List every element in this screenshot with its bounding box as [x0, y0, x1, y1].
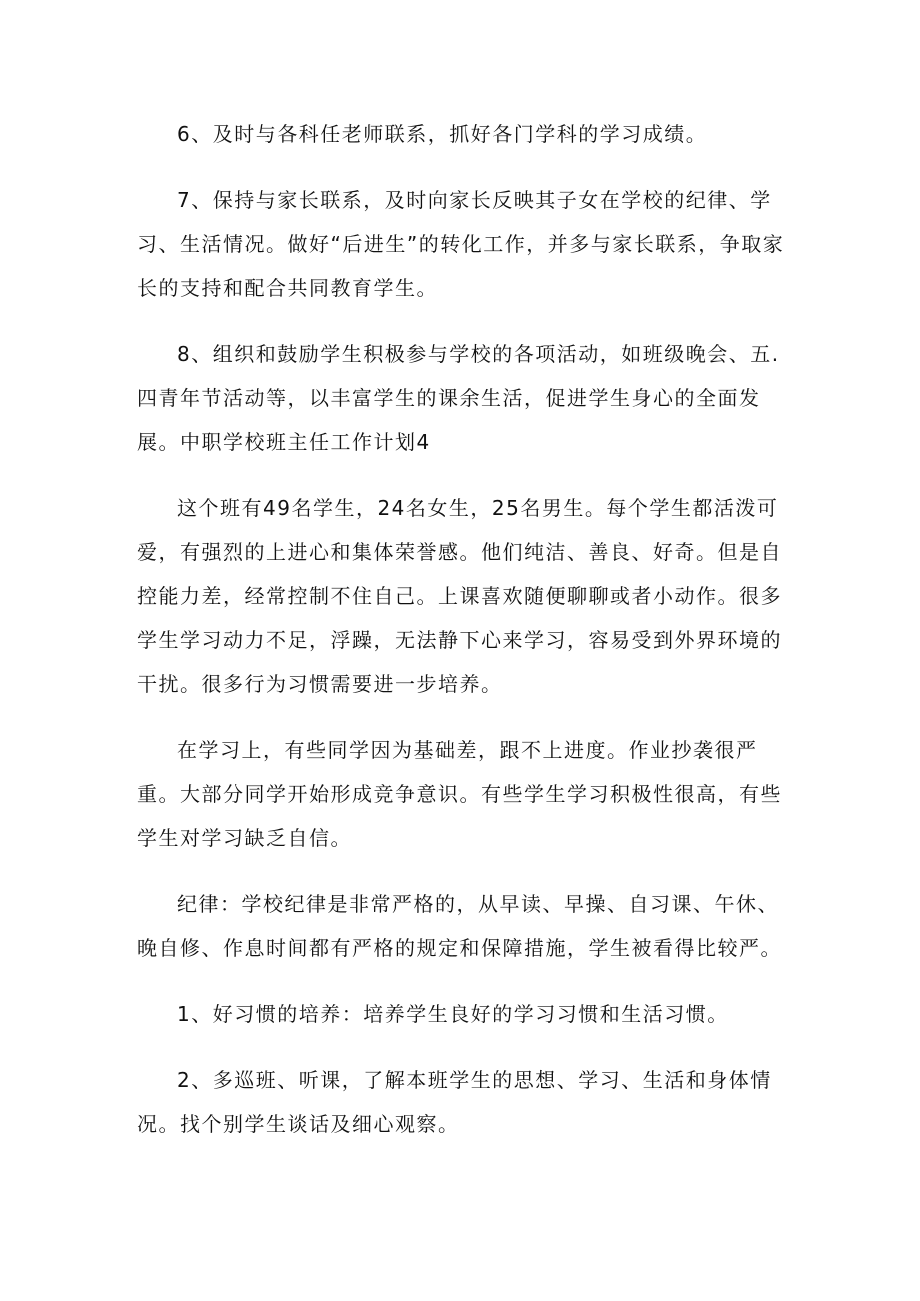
paragraph-class-overview: 这个班有49名学生，24名女生，25名男生。每个学生都活泼可爱，有强烈的上进心和集体荣誉感。他们纯洁、善良、好奇。但是自控能力差，经常控制不住自己。上课喜欢随便聊聊或者小动作。很多学生学习动力不足，浮躁，无法静下心来学习，容易受到外界环境的干扰。很多行为习惯需要进一步培养。: [137, 496, 782, 696]
paragraph-item-6: 6、及时与各科任老师联系，抓好各门学科的学习成绩。: [177, 122, 708, 146]
paragraph-class-inspection: 2、多巡班、听课，了解本班学生的思想、学习、生活和身体情况。找个别学生谈话及细心观察。: [137, 1068, 772, 1136]
paragraph-study-status: 在学习上，有些同学因为基础差，跟不上进度。作业抄袭很严重。大部分同学开始形成竞争意识。有些学生学习积极性很高，有些学生对学习缺乏自信。: [137, 738, 782, 850]
paragraph-discipline: 纪律：学校纪律是非常严格的，从早读、早操、自习课、午休、晚自修、作息时间都有严格的规定和保障措施，学生被看得比较严。: [137, 892, 782, 960]
paragraph-item-8: 8、组织和鼓励学生积极参与学校的各项活动，如班级晚会、五.四青年节活动等，以丰富学生的课余生活，促进学生身心的全面发展。中职学校班主任工作计划4: [137, 342, 780, 454]
document-body: [137, 112, 787, 1146]
paragraph-item-7: 7、保持与家长联系，及时向家长反映其子女在学校的纪律、学习、生活情况。做好“后进生”的转化工作，并多与家长联系，争取家长的支持和配合共同教育学生。: [137, 188, 785, 300]
paragraph-habit-training: 1、好习惯的培养：培养学生良好的学习习惯和生活习惯。: [177, 1002, 729, 1026]
